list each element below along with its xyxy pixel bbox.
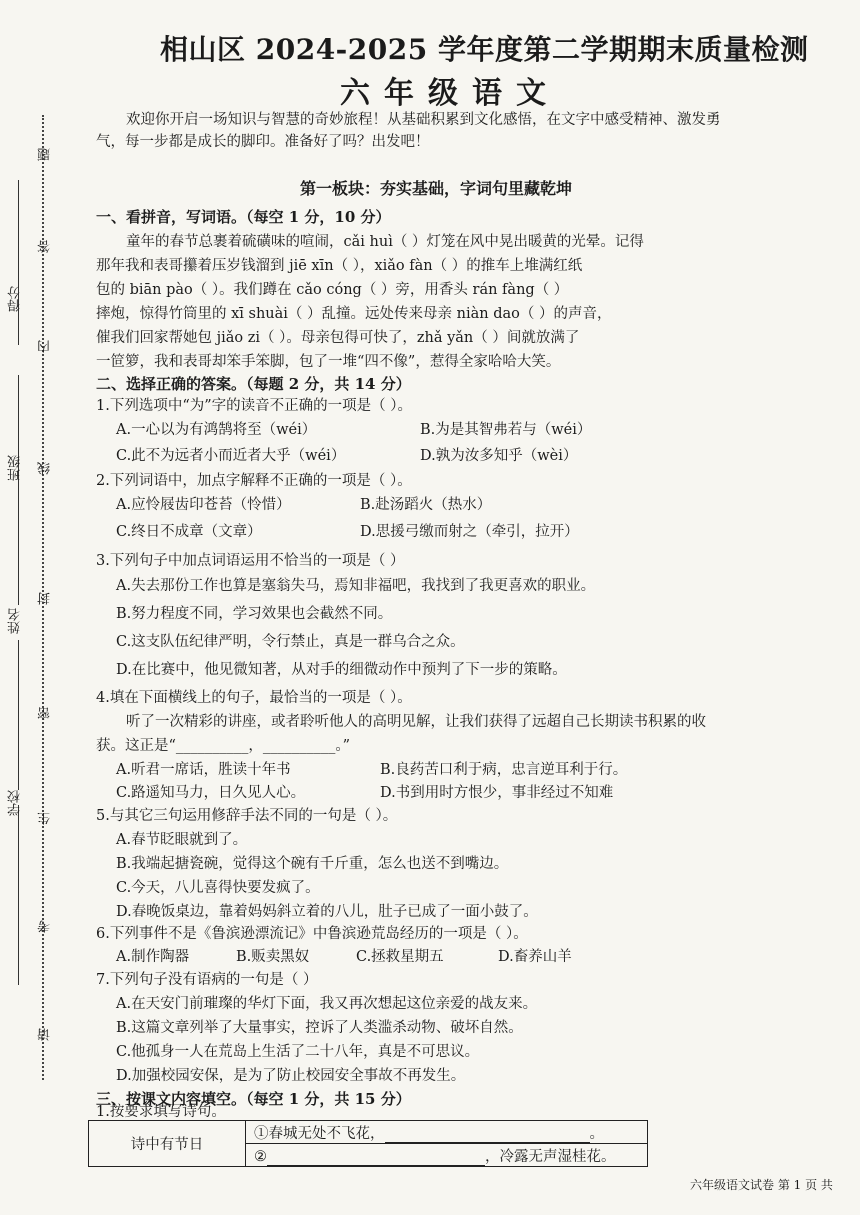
binding-solid-line-1 xyxy=(18,180,19,345)
section-1-line-2: 那年我和表哥攥着压岁钱溜到 jiē xīn（ ），xiǎo fàn（ ）的推车上堆满红纸 xyxy=(96,258,583,274)
poem-blank-2[interactable] xyxy=(267,1149,485,1166)
poem-row-2-prefix: ② xyxy=(254,1148,267,1165)
section-1-line-4: 摔炮，惊得竹筒里的 xī shuài（ ）乱撞。远处传来母亲 niàn dao（ ）的声音， xyxy=(96,306,612,322)
section-3-heading: 三、按课文内容填空。（每空 1 分，共 15 分） xyxy=(96,1090,411,1108)
q7-option-c: C.他孤身一人在荒岛上生活了二十八年，真是不可思议。 xyxy=(116,1044,480,1060)
page-footer: 六年级语文试卷 第 1 页 共 xyxy=(690,1178,833,1192)
poem-row-1-prefix: ①春城无处不飞花， xyxy=(254,1125,385,1142)
section-1-line-6: 一笸箩，我和表哥却笨手笨脚，包了一堆“四不像”，惹得全家哈哈大笑。 xyxy=(96,354,561,370)
question-2: 2.下列词语中，加点字解释不正确的一项是（ ）。 xyxy=(96,473,412,489)
poem-row-2 xyxy=(246,1144,648,1167)
q7-option-b: B.这篇文章列举了大量事实，控诉了人类滥杀动物、破坏自然。 xyxy=(116,1020,523,1036)
q5-option-b: B.我端起搪瓷碗，觉得这个碗有千斤重，怎么也送不到嘴边。 xyxy=(116,856,509,872)
binding-solid-line-3 xyxy=(18,640,19,790)
intro-line-1: 欢迎你开启一场知识与智慧的奇妙旅程！从基础积累到文化感悟，在文字中感受精神、激发勇 xyxy=(126,112,721,128)
q1-option-b: B.为是其智弗若与（wéi） xyxy=(420,422,592,438)
q3-option-b: B.努力程度不同，学习效果也会截然不同。 xyxy=(116,606,393,622)
q3-option-d: D.在比赛中，他见微知著，从对手的细微动作中预判了下一步的策略。 xyxy=(116,662,567,678)
seal-char-mi: 密 xyxy=(38,707,53,720)
seal-char-qing: 请 xyxy=(38,1028,53,1041)
q1-option-d: D.孰为汝多知乎（wèi） xyxy=(420,448,578,464)
q5-option-c: C.今天，八儿喜得快要发疯了。 xyxy=(116,880,320,896)
field-class-label: 班级 xyxy=(8,455,23,481)
q6-option-d: D.畜养山羊 xyxy=(498,949,572,965)
seal-char-nei: 内 xyxy=(38,340,53,353)
section-2-heading: 二、选择正确的答案。（每题 2 分，共 14 分） xyxy=(96,375,411,393)
field-score-label: 得分 xyxy=(8,286,23,312)
q4-stem-line-1: 听了一次精彩的讲座，或者聆听他人的高明见解，让我们获得了远超自己长期读书积累的收 xyxy=(126,714,706,730)
q5-option-a: A.春节眨眼就到了。 xyxy=(116,832,248,848)
seal-char-xian: 线 xyxy=(38,462,53,475)
question-7: 7.下列句子没有语病的一句是（ ） xyxy=(96,972,318,988)
seal-char-sheng: 生 xyxy=(38,812,53,825)
seal-char-ti: 题 xyxy=(38,148,53,161)
binding-solid-line-2 xyxy=(18,375,19,605)
section-1-line-5: 催我们回家帮她包 jiǎo zi（ ）。母亲包得可快了，zhǎ yǎn（ ）间就放满了 xyxy=(96,330,580,346)
q2-option-a: A.应怜屐齿印苍苔（怜惜） xyxy=(116,497,291,513)
poem-row-2-suffix: ，冷露无声湿桂花。 xyxy=(485,1148,616,1165)
q4-option-d: D.书到用时方恨少，事非经过不知难 xyxy=(380,785,614,801)
q2-option-c: C.终日不成章（文章） xyxy=(116,524,262,540)
q2-option-b: B.赴汤蹈火（热水） xyxy=(360,497,492,513)
q1-option-a: A.一心以为有鸿鹄将至（wéi） xyxy=(116,422,317,438)
q7-option-a: A.在天安门前璀璨的华灯下面，我又再次想起这位亲爱的战友来。 xyxy=(116,996,538,1012)
exam-subtitle: 六年级语文 xyxy=(340,76,560,111)
seal-char-kao: 考 xyxy=(38,920,53,933)
poem-row-1 xyxy=(246,1121,648,1144)
q1-option-c: C.此不为远者小而近者大乎（wéi） xyxy=(116,448,346,464)
q7-option-d: D.加强校园安保，是为了防止校园安全事故不再发生。 xyxy=(116,1068,466,1084)
q2-option-d: D.思援弓缴而射之（牵引，拉开） xyxy=(360,524,579,540)
field-school-label: 学校 xyxy=(8,790,23,816)
q4-option-c: C.路遥知马力，日久见人心。 xyxy=(116,785,306,801)
q6-option-a: A.制作陶器 xyxy=(116,949,190,965)
question-4: 4.填在下面横线上的句子，最恰当的一项是（ ）。 xyxy=(96,690,412,706)
section-1-heading: 一、看拼音，写词语。（每空 1 分，10 分） xyxy=(96,208,391,226)
poem-table xyxy=(88,1120,648,1167)
q4-stem-line-2: 获。这正是“__________，__________。” xyxy=(96,738,351,754)
field-name-label: 姓名 xyxy=(8,608,23,634)
question-6: 6.下列事件不是《鲁滨逊漂流记》中鲁滨逊荒岛经历的一项是（ ）。 xyxy=(96,926,528,942)
q4-option-b: B.良药苦口利于病，忠言逆耳利于行。 xyxy=(380,762,628,778)
poem-row-1-suffix: 。 xyxy=(589,1125,604,1142)
question-1: 1.下列选项中“为”字的读音不正确的一项是（ ）。 xyxy=(96,398,413,414)
binding-solid-line-4 xyxy=(18,805,19,985)
seal-char-da: 答 xyxy=(38,240,53,253)
q6-option-b: B.贩卖黑奴 xyxy=(236,949,310,965)
section-1-line-3: 包的 biān pào（ ）。我们蹲在 cǎo cóng（ ）旁，用香头 rán fàng（ ） xyxy=(96,282,569,298)
poem-blank-1[interactable] xyxy=(385,1126,590,1143)
section-1-line-1: 童年的春节总裹着硫磺味的喧闹，cǎi huì（ ）灯笼在风中晃出暖黄的光晕。记得 xyxy=(126,234,644,250)
poem-table-label: 诗中有节日 xyxy=(89,1121,246,1167)
q4-option-a: A.听君一席话，胜读十年书 xyxy=(116,762,291,778)
q6-option-c: C.拯救星期五 xyxy=(356,949,444,965)
q5-option-d: D.春晚饭桌边，靠着妈妈斜立着的八儿，肚子已成了一面小鼓了。 xyxy=(116,904,538,920)
question-5: 5.与其它三句运用修辞手法不同的一句是（ ）。 xyxy=(96,808,398,824)
section-3-sub-1: 1.按要求填写诗句。 xyxy=(96,1104,226,1120)
question-3: 3.下列句子中加点词语运用不恰当的一项是（ ） xyxy=(96,553,405,569)
q3-option-c: C.这支队伍纪律严明，令行禁止，真是一群乌合之众。 xyxy=(116,634,465,650)
intro-line-2: 气，每一步都是成长的脚印。准备好了吗？出发吧！ xyxy=(96,134,430,150)
exam-title: 相山区 2024-2025 学年度第二学期期末质量检测 xyxy=(160,33,809,66)
block-1-heading: 第一板块：夯实基础，字词句里藏乾坤 xyxy=(300,179,573,198)
q3-option-a: A.失去那份工作也算是塞翁失马，焉知非福吧，我找到了我更喜欢的职业。 xyxy=(116,578,596,594)
seal-char-feng: 封 xyxy=(38,592,53,605)
